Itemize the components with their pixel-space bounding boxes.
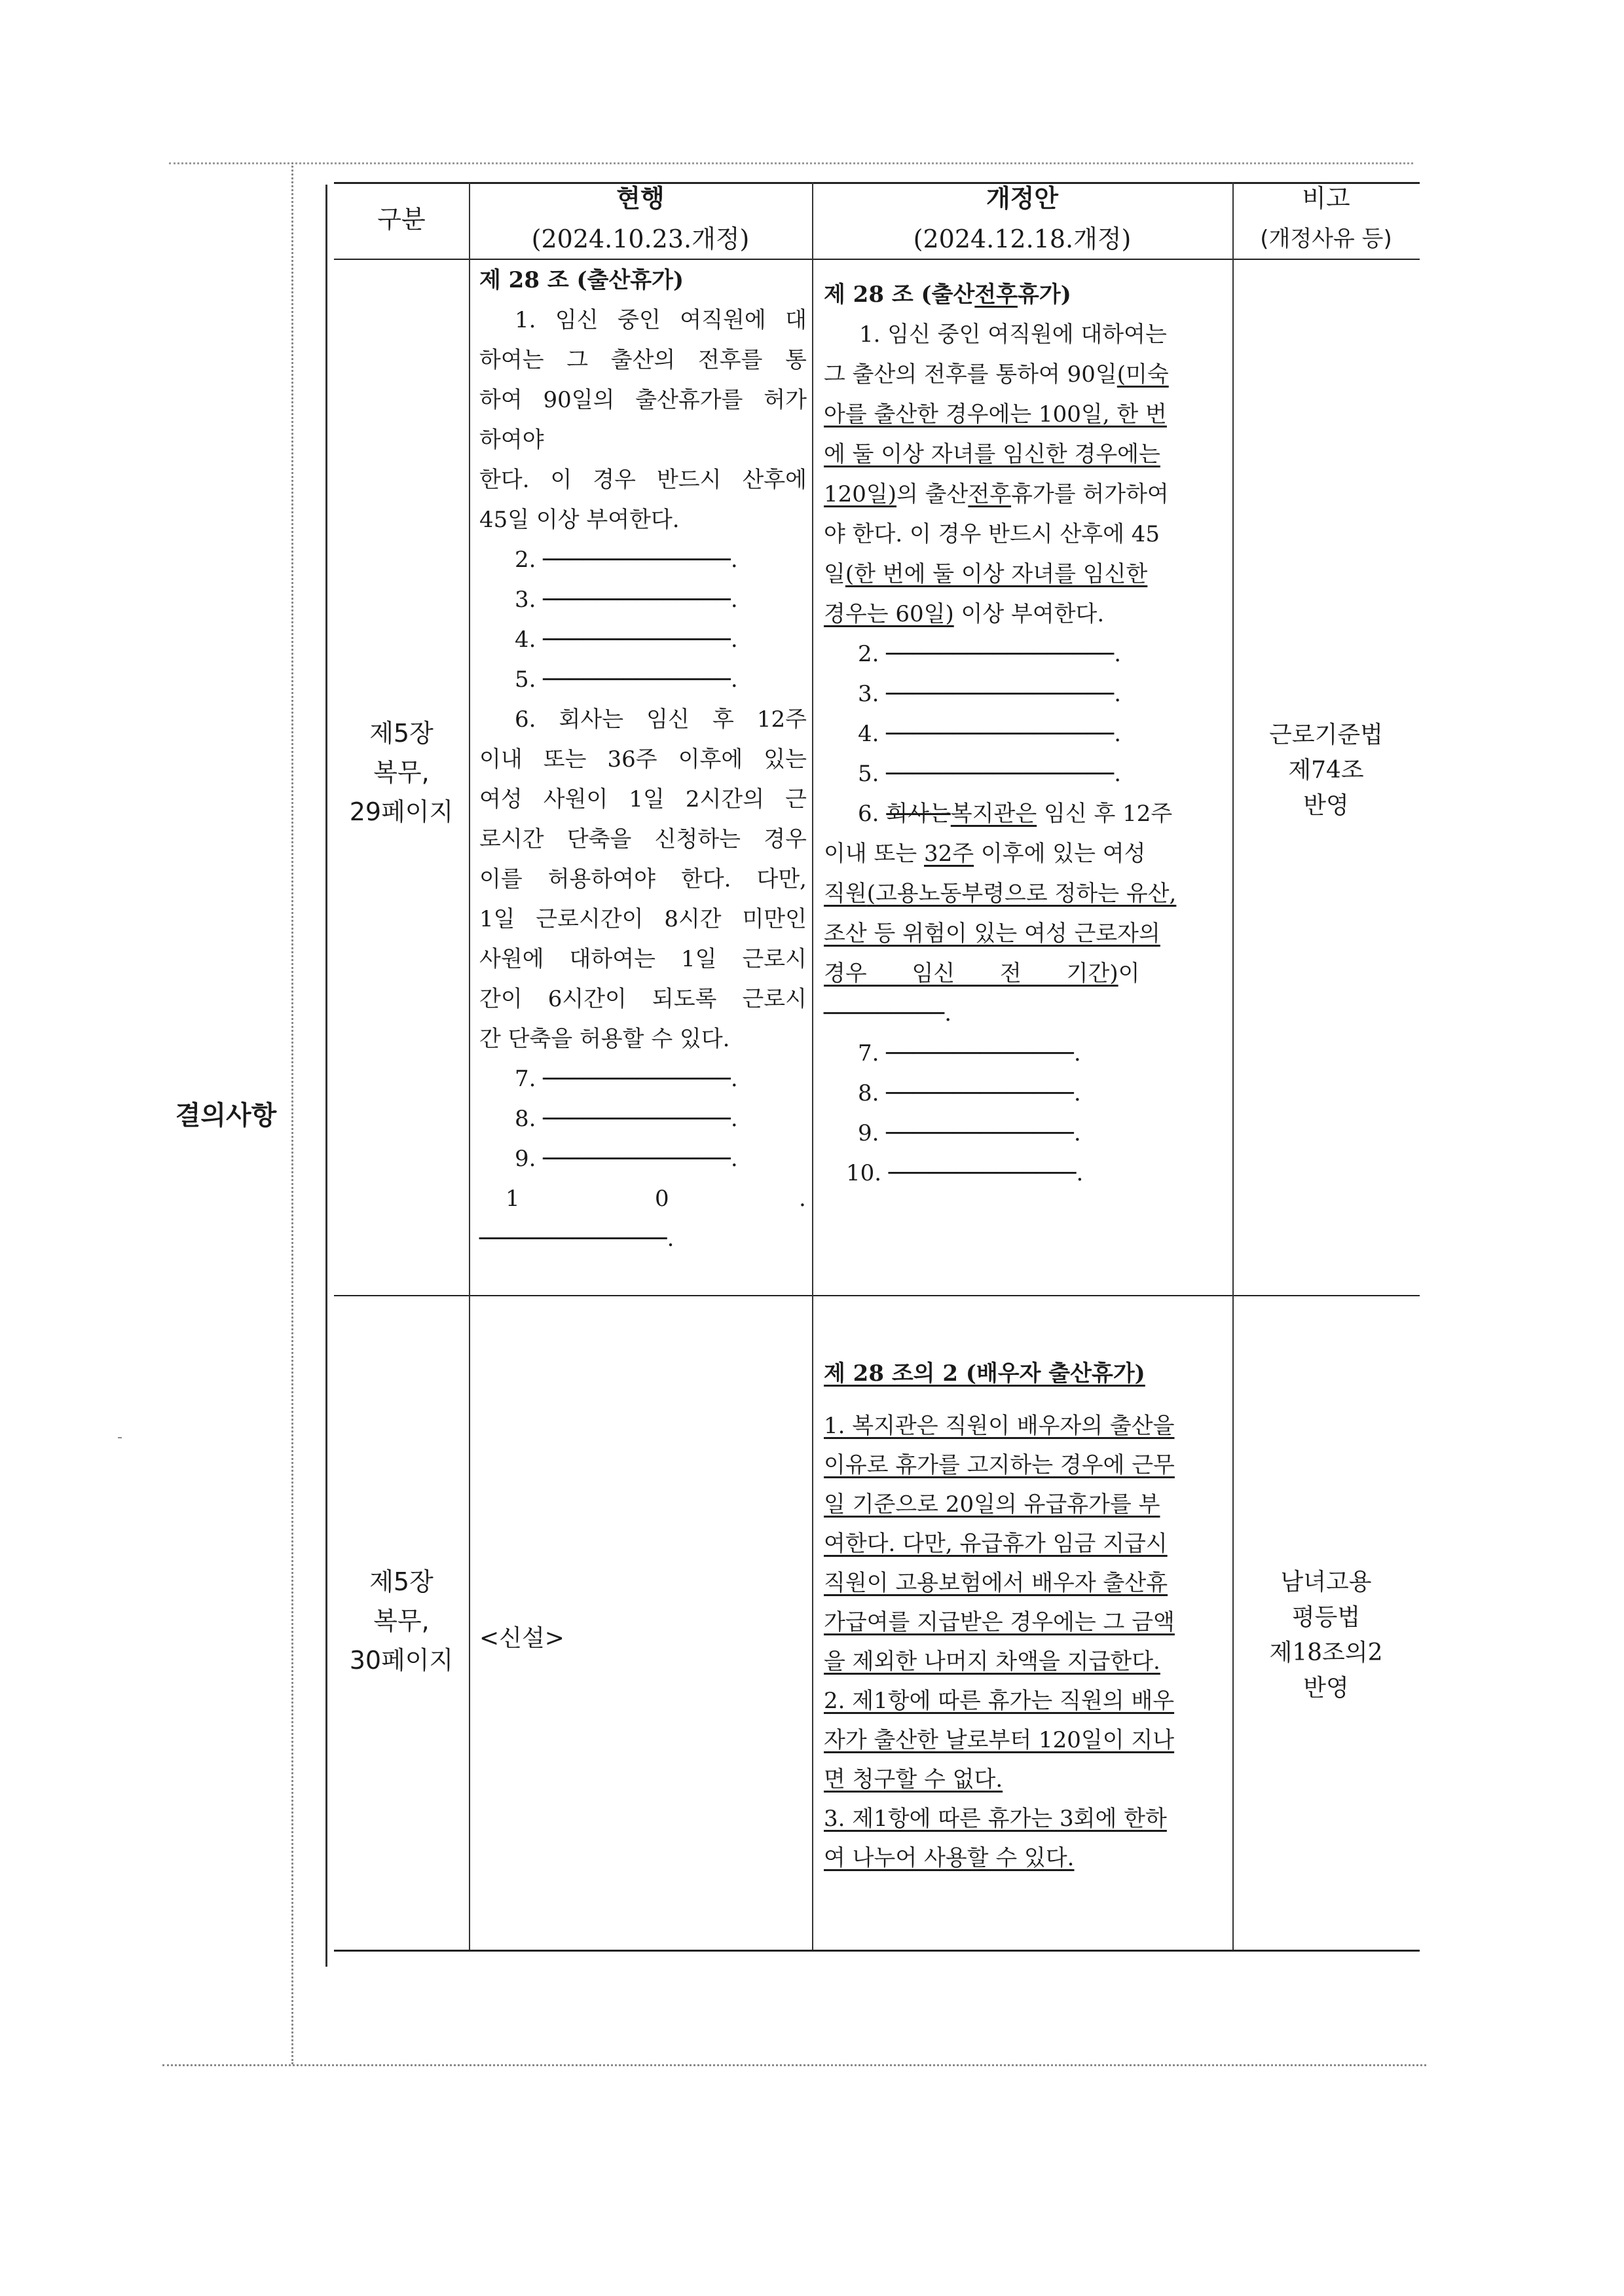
row2-current-new: <신설> xyxy=(479,1625,564,1652)
comparison-table xyxy=(334,182,1420,1956)
frame-left-dotted-line xyxy=(291,162,293,2064)
col-divider-2 xyxy=(812,182,813,1950)
frame-top-dotted-line xyxy=(169,162,1413,164)
row1-note: 근로기준법 제74조 반영 xyxy=(1269,721,1383,819)
resolution-label: 결의사항 xyxy=(175,1101,277,1131)
header-current: 현행 (2024.10.23.개정) xyxy=(531,184,750,253)
row2-note: 남녀고용 평등법 제18조의2 반영 xyxy=(1269,1569,1383,1702)
header-note: 비고 (개정사유 등) xyxy=(1260,184,1392,252)
row1-current-text: 제 28 조 (출산휴가) 1. 임신 중인 여직원에 대 하여는 그 출산의 전후를 통 하여 90일의 출산휴가를 허가 하여야 한다. 이 경우 반드시 산후에 45일 이상 부여한다. 2. ──────────────. 3. ──────────────. 4. ──────────────. 5. ──────────────. 6. 회사는 임신 후 12주 이내 또는 36주 이후에 있는 여성 사원이 1일 2시간의 근 로시간 단축을 신청하는 경우 이를 허용하여야 한다. 다만, 1일 근로시간이 8시간 미만인 사원에 대하여는 1일 근로시 간이 6시간이 되도록 근로시 간 단축을 허용할 수 있다. 7. ──────────────. 8. ──────────────. 9. ──────────────. 1 0 . ──────────────. xyxy=(479,267,807,1252)
scan-mark xyxy=(118,1437,122,1438)
col-divider-1 xyxy=(469,182,470,1950)
table-bottom-rule xyxy=(334,1950,1420,1952)
header-gubun: 구분 xyxy=(377,205,426,234)
table-left-border xyxy=(325,185,327,1967)
row2-revised-text: 제 28 조의 2 (배우자 출산휴가) 1. 복지관은 직원이 배우자의 출산을 이유로 휴가를 고지하는 경우에 근무 일 기준으로 20일의 유급휴가를 부 여한다. 다만, 유급휴가 임금 지급시 직원이 고용보험에서 배우자 출산휴 가급여를 지급받은 경우에는 그 금액 을 제외한 나머지 차액을 지급한다. 2. 제1항에 따른 휴가는 직원의 배우 자가 출산한 날로부터 120일이 지나 면 청구할 수 없다. 3. 제1항에 따른 휴가는 3회에 한하 여 나누어 사용할 수 있다. xyxy=(824,1360,1175,1871)
row1-revised-text: 제 28 조 (출산전후휴가) 1. 임신 중인 여직원에 대하여는 그 출산의 전후를 통하여 90일(미숙 아를 출산한 경우에는 100일, 한 번 에 둘 이상 자녀를 임신한 경우에는 120일)의 출산전후휴가를 허가하여 야 한다. 이 경우 반드시 산후에 45 일(한 번에 둘 이상 자녀를 임신한 경우는 60일) 이상 부여한다. 2. ─────────────────. 3. ─────────────────. 4. ─────────────────. 5. ─────────────────. 6. 회사는복지관은 임신 후 12주 이내 또는 32주 이후에 있는 여성 직원(고용노동부령으로 정하는 유산, 조산 등 위험이 있는 여성 근로자의 경우 임신 전 기간)이 ─────────. 7. ──────────────. 8. ──────────────. 9. ──────────────. 10. ──────────────. xyxy=(824,282,1177,1186)
frame-bottom-dotted-line xyxy=(162,2064,1426,2066)
header-revised: 개정안 (2024.12.18.개정) xyxy=(913,184,1132,253)
row-divider xyxy=(334,1295,1420,1296)
row1-section: 제5장 복무, 29페이지 xyxy=(349,719,454,826)
row2-section: 제5장 복무, 30페이지 xyxy=(349,1567,454,1675)
